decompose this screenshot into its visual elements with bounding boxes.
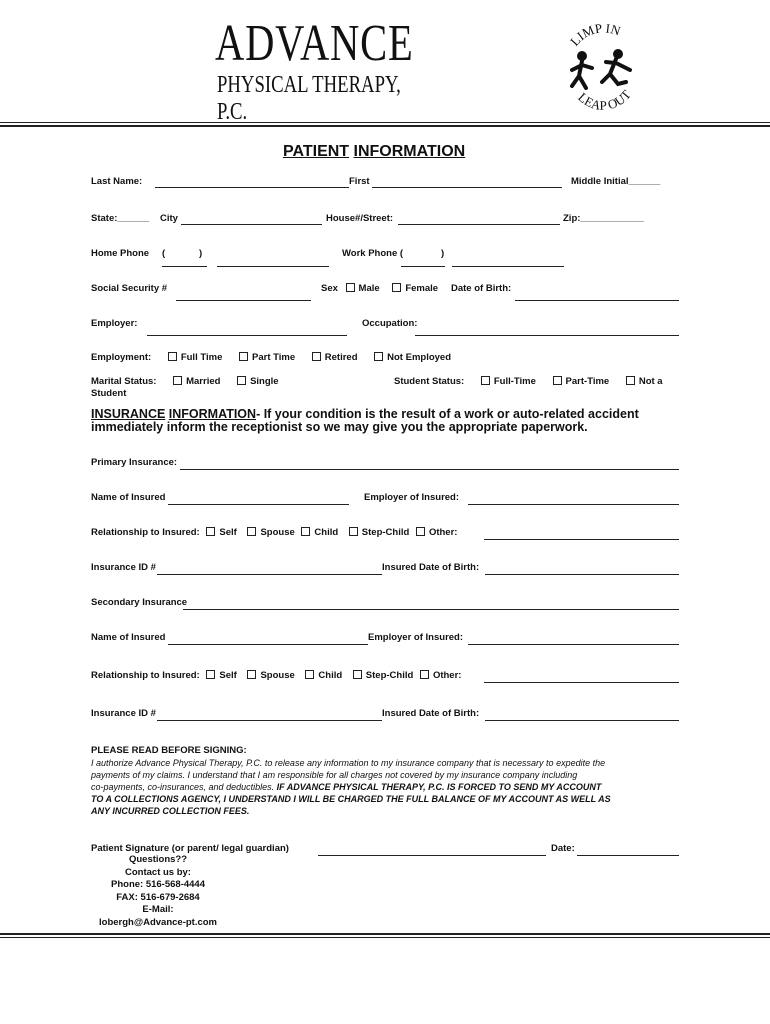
page-title: PATIENT INFORMATION <box>283 143 466 160</box>
step-child-checkbox-2[interactable] <box>353 670 362 679</box>
not-employed-checkbox[interactable] <box>374 352 383 361</box>
sex-label: Sex Male Female <box>321 283 439 294</box>
student-full-time-checkbox[interactable] <box>481 376 490 385</box>
badge-top-text: LIMP IN <box>566 20 623 49</box>
city-field[interactable] <box>181 224 322 225</box>
insurance-id-label-2: Insurance ID # <box>91 708 156 719</box>
house-field[interactable] <box>398 224 560 225</box>
header-rule-1 <box>0 122 770 123</box>
zip-field[interactable]: Zip:____________ <box>563 213 644 224</box>
spouse-checkbox-2[interactable] <box>247 670 256 679</box>
employment-row: Employment: Full Time Part Time Retired Not Employed <box>91 352 452 363</box>
work-phone-paren-close: ) <box>441 248 445 259</box>
home-phone-paren-open: ( <box>162 248 166 259</box>
child-checkbox-2[interactable] <box>305 670 314 679</box>
logo-line2: PHYSICAL THERAPY, P.C. <box>217 72 401 125</box>
insured-dob-label-1: Insured Date of Birth: <box>382 562 480 573</box>
home-phone-label: Home Phone <box>91 248 150 259</box>
step-child-checkbox-1[interactable] <box>349 527 358 536</box>
other-relationship-field-1[interactable] <box>484 539 679 540</box>
occupation-field[interactable] <box>415 335 679 336</box>
house-label: House#/Street: <box>326 213 394 224</box>
employer-label: Employer: <box>91 318 138 329</box>
logo-badge <box>552 18 652 118</box>
footer-rule-1 <box>0 933 770 935</box>
male-checkbox[interactable] <box>346 283 355 292</box>
insurance-id-field-1[interactable] <box>157 574 382 575</box>
name-insured-label: Name of Insured <box>91 492 166 503</box>
last-name-field[interactable] <box>155 187 349 188</box>
ssn-label: Social Security # <box>91 283 168 294</box>
signature-field[interactable] <box>318 855 546 856</box>
city-label: City <box>160 213 178 224</box>
ssn-field[interactable] <box>176 300 311 301</box>
insured-dob-label-2: Insured Date of Birth: <box>382 708 480 719</box>
name-insured-field-2[interactable] <box>168 644 368 645</box>
retired-checkbox[interactable] <box>312 352 321 361</box>
svg-text:LEAP OUT <box>575 87 634 113</box>
other-relationship-field-2[interactable] <box>484 682 679 683</box>
contact-phone: Phone: 516-568-4444 <box>111 879 205 890</box>
contact-block: Questions?? Contact us by: Phone: 516-568-4444 FAX: 516-679-2684 E-Mail: lobergh@Advance-pt.com <box>83 854 233 929</box>
dob-label: Date of Birth: <box>451 283 512 294</box>
self-checkbox-1[interactable] <box>206 527 215 536</box>
name-insured-field[interactable] <box>168 504 349 505</box>
name-insured-label-2: Name of Insured <box>91 632 166 643</box>
employer-insured-label: Employer of Insured: <box>364 492 460 503</box>
badge-bottom-text: LEAP OUT <box>575 87 634 113</box>
footer-rule-2 <box>0 937 770 938</box>
relationship-row-1: Relationship to Insured: Self Spouse Child Step-Child Other: <box>91 527 458 538</box>
dob-field[interactable] <box>515 300 679 301</box>
part-time-checkbox[interactable] <box>239 352 248 361</box>
middle-initial-label[interactable]: Middle Initial______ <box>571 176 661 187</box>
secondary-insurance-field[interactable] <box>183 609 679 610</box>
first-name-label: First <box>349 176 370 187</box>
home-phone-paren-close: ) <box>199 248 203 259</box>
home-phone-field[interactable] <box>217 266 329 267</box>
not-student-checkbox[interactable] <box>626 376 635 385</box>
student-part-time-checkbox[interactable] <box>553 376 562 385</box>
last-name-label: Last Name: <box>91 176 143 187</box>
employer-field[interactable] <box>147 335 347 336</box>
header-rule-2 <box>0 125 770 127</box>
logo <box>215 15 475 125</box>
primary-insurance-label: Primary Insurance: <box>91 457 178 468</box>
logo-line1: ADVANCE <box>215 15 414 72</box>
svg-text:LIMP IN <box>567 21 623 49</box>
date-label: Date: <box>551 843 575 854</box>
marital-row: Marital Status: Married Single <box>91 376 279 387</box>
date-field[interactable] <box>577 855 679 856</box>
employer-insured-field[interactable] <box>468 504 679 505</box>
self-checkbox-2[interactable] <box>206 670 215 679</box>
other-checkbox-2[interactable] <box>420 670 429 679</box>
employer-insured-label-2: Employer of Insured: <box>368 632 464 643</box>
first-name-field[interactable] <box>372 187 562 188</box>
badge-figures-icon <box>552 18 652 118</box>
single-checkbox[interactable] <box>237 376 246 385</box>
student-status-row: Student Status: Full-Time Part-Time Not a <box>394 376 663 387</box>
insurance-heading: INSURANCE INFORMATION- If your condition is the result of a work or auto-related accident immediately inform the receptionist so we may give you the appropriate paperwork. <box>91 407 639 434</box>
signing-heading: PLEASE READ BEFORE SIGNING: <box>91 745 247 756</box>
work-area-code-field[interactable] <box>401 266 445 267</box>
primary-insurance-field[interactable] <box>180 469 679 470</box>
home-area-code-field[interactable] <box>162 266 207 267</box>
secondary-insurance-label: Secondary Insurance <box>91 597 188 608</box>
authorization-paragraph: I authorize Advance Physical Therapy, P.C. to release any information to my insurance company that is necessary to expedite the payments of my claims. I understand that I am responsible for all charges not covered by my insurance company including co-payments, co-insurances, and deductibles. IF ADVANCE PHYSICAL THERAPY, P.C. IS FORCED TO SEND MY ACCOUNT TO A COLLECTIONS AGENCY, I UNDERSTAND I WILL BE CHARGED THE FULL BALANCE OF MY ACCOUNT AS WELL AS ANY INCURRED COLLECTION FEES. <box>91 758 611 816</box>
child-checkbox-1[interactable] <box>301 527 310 536</box>
work-phone-field[interactable] <box>452 266 564 267</box>
other-checkbox-1[interactable] <box>416 527 425 536</box>
female-checkbox[interactable] <box>392 283 401 292</box>
work-phone-label: Work Phone ( <box>342 248 404 259</box>
state-field[interactable]: State:______ <box>91 213 150 224</box>
employer-insured-field-2[interactable] <box>468 644 679 645</box>
insurance-id-label-1: Insurance ID # <box>91 562 156 573</box>
relationship-row-2: Relationship to Insured: Self Spouse Child Step-Child Other: <box>91 670 462 681</box>
insurance-id-field-2[interactable] <box>157 720 382 721</box>
spouse-checkbox-1[interactable] <box>247 527 256 536</box>
insured-dob-field-2[interactable] <box>485 720 679 721</box>
insured-dob-field-1[interactable] <box>485 574 679 575</box>
not-student-label-2: Student <box>91 388 127 399</box>
signature-label: Patient Signature (or parent/ legal guardian) <box>91 843 289 854</box>
occupation-label: Occupation: <box>362 318 418 329</box>
full-time-checkbox[interactable] <box>168 352 177 361</box>
contact-email[interactable]: lobergh@Advance-pt.com <box>99 916 217 928</box>
married-checkbox[interactable] <box>173 376 182 385</box>
contact-fax: FAX: 516-679-2684 <box>116 891 200 903</box>
